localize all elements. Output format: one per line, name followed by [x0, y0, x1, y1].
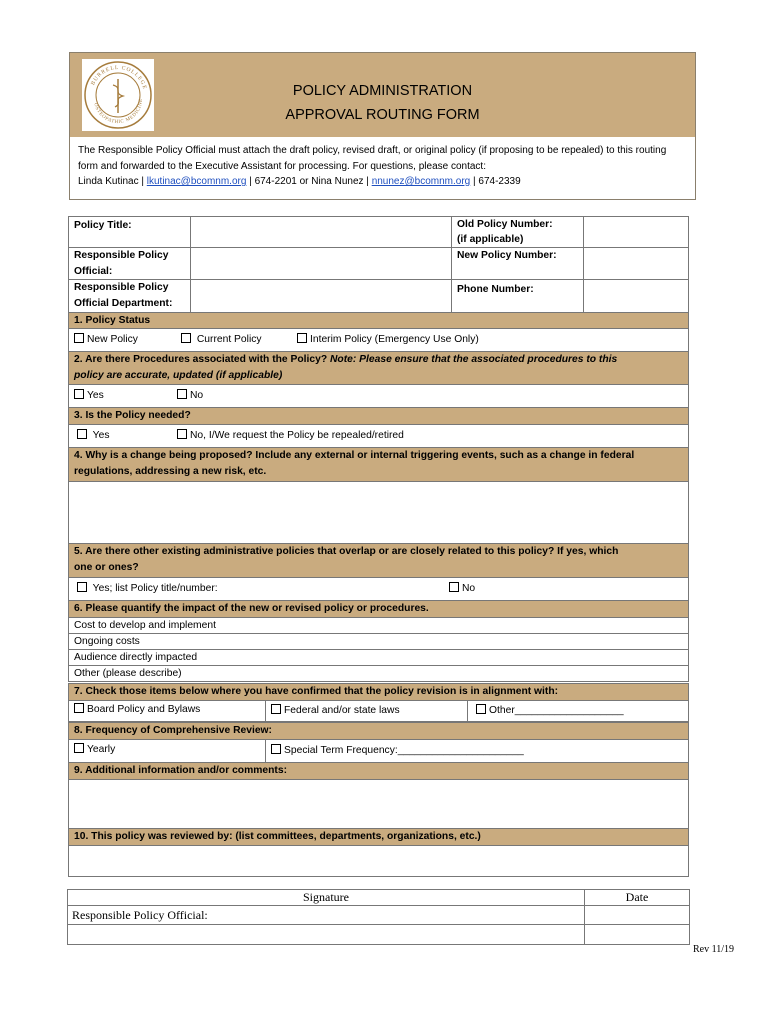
contact2-phone: | 674-2339	[473, 176, 521, 187]
alignment-other-cell	[467, 700, 689, 722]
checkbox-icon	[271, 704, 281, 714]
signature-header: Signature	[303, 890, 349, 904]
form-title-line1: POLICY ADMINISTRATION	[292, 83, 473, 99]
checkbox-icon	[177, 389, 187, 399]
section-5-options	[68, 577, 689, 601]
responsible-dept-label-2: Official Department:	[74, 298, 173, 309]
section-5-line1: 5. Are there other existing administrative policies that overlap or are closely related to this policy? If yes, which	[74, 546, 619, 557]
phone-number-field[interactable]	[583, 279, 689, 313]
responsible-dept-label-1: Responsible Policy	[74, 282, 169, 293]
old-policy-note: (if applicable)	[457, 234, 524, 245]
alignment-board-cell	[68, 700, 266, 722]
contact1-name: Linda Kutinac |	[78, 176, 144, 187]
option-board-policy[interactable]: Board Policy and Bylaws	[74, 702, 200, 718]
frequency-yearly-cell	[68, 739, 266, 763]
section-5-header	[68, 543, 689, 578]
impact-row-other-label: Other (please describe)	[74, 668, 182, 679]
responsible-official-label-cell	[68, 247, 191, 280]
checkbox-icon	[476, 704, 486, 714]
intro-line2: form and forwarded to the Executive Assistant for processing. For questions, please contact:	[78, 160, 486, 172]
checkbox-icon	[177, 429, 187, 439]
checkbox-icon	[74, 703, 84, 713]
intro-instructions	[78, 143, 690, 190]
checkbox-icon	[271, 744, 281, 754]
policy-title-field[interactable]	[190, 216, 452, 248]
checkbox-icon	[297, 333, 307, 343]
contact1-email-link[interactable]: lkutinac@bcomnm.org	[146, 176, 247, 187]
section-2-question: 2. Are there Procedures associated with the Policy?	[74, 354, 330, 365]
section-5-line2: one or ones?	[74, 562, 139, 573]
signature-header-cell	[67, 889, 585, 906]
section-2-options	[68, 384, 689, 408]
impact-row-audience-label: Audience directly impacted	[74, 652, 198, 663]
contact1-phone: | 674-2201 or Nina Nunez |	[249, 176, 369, 187]
section-9-header: 9. Additional information and/or comments:	[68, 762, 689, 780]
policy-title-label: Policy Title:	[74, 220, 132, 231]
option-interim-policy[interactable]: Interim Policy (Emergency Use Only)	[297, 332, 479, 348]
old-policy-number-field[interactable]	[583, 216, 689, 248]
section-7-header: 7. Check those items below where you have confirmed that the policy revision is in alignment with:	[68, 683, 689, 701]
official-signature-label: Responsible Policy Official:	[72, 908, 208, 922]
impact-row-cost-label: Cost to develop and implement	[74, 620, 216, 631]
option-other-alignment[interactable]: Other___________________	[476, 703, 624, 719]
section-4-line1: 4. Why is a change being proposed? Include any external or internal triggering events, such as a change in federal	[74, 450, 635, 461]
option-procedures-yes[interactable]: Yes	[74, 388, 104, 404]
section-8-header: 8. Frequency of Comprehensive Review:	[68, 722, 689, 740]
section-2-note-line2: policy are accurate, updated (if applicable)	[74, 370, 283, 381]
official-date-field[interactable]	[584, 924, 690, 945]
section-3-options	[68, 424, 689, 448]
option-needed-no-repeal[interactable]: No, I/We request the Policy be repealed/retired	[177, 428, 404, 444]
section-9-comments-field[interactable]	[68, 779, 689, 829]
official-date-label-cell	[584, 905, 690, 925]
responsible-dept-label-cell	[68, 279, 191, 313]
section-6-header: 6. Please quantify the impact of the new or revised policy or procedures.	[68, 600, 689, 618]
option-procedures-no[interactable]: No	[177, 388, 203, 404]
checkbox-icon	[77, 429, 87, 439]
phone-number-label: Phone Number:	[457, 284, 534, 295]
impact-row-ongoing-label: Ongoing costs	[74, 636, 140, 647]
form-header	[69, 52, 696, 200]
phone-number-label-cell	[451, 279, 584, 313]
section-1-options	[68, 328, 689, 352]
responsible-official-label-2: Official:	[74, 266, 113, 277]
impact-row-cost	[68, 617, 689, 634]
official-signature-label-cell	[67, 905, 585, 925]
responsible-official-field[interactable]	[190, 247, 452, 280]
option-current-policy[interactable]: Current Policy	[181, 332, 262, 348]
header-band	[70, 53, 695, 137]
frequency-special-cell	[265, 739, 689, 763]
checkbox-icon	[181, 333, 191, 343]
option-yearly[interactable]: Yearly	[74, 742, 115, 758]
impact-row-other	[68, 665, 689, 682]
form-title-line2: APPROVAL ROUTING FORM	[285, 107, 480, 123]
section-10-reviewers-field[interactable]	[68, 845, 689, 877]
policy-title-label-cell	[68, 216, 191, 248]
checkbox-icon	[74, 389, 84, 399]
option-federal-state-laws[interactable]: Federal and/or state laws	[271, 703, 400, 719]
checkbox-icon	[74, 333, 84, 343]
old-policy-number-label-cell	[451, 216, 584, 248]
revision-note: Rev 11/19	[693, 944, 735, 955]
section-4-line2: regulations, addressing a new risk, etc.	[74, 466, 267, 477]
checkbox-icon	[77, 582, 87, 592]
option-overlap-no[interactable]: No	[449, 581, 475, 597]
option-special-term[interactable]: Special Term Frequency:______________________	[271, 743, 524, 759]
section-10-header: 10. This policy was reviewed by: (list committees, departments, organizations, etc.)	[68, 828, 689, 846]
contact-line	[78, 174, 690, 190]
date-header-cell	[584, 889, 690, 906]
old-policy-number-label: Old Policy Number:	[457, 219, 553, 230]
new-policy-number-field[interactable]	[583, 247, 689, 280]
svg-text:OSTEOPATHIC MEDICINE: OSTEOPATHIC MEDICINE	[92, 98, 145, 126]
option-new-policy[interactable]: New Policy	[74, 332, 138, 348]
svg-text:BURRELL COLLEGE: BURRELL COLLEGE	[90, 64, 148, 91]
responsible-dept-field[interactable]	[190, 279, 452, 313]
contact2-email-link[interactable]: nnunez@bcomnm.org	[371, 176, 471, 187]
section-2-note: Note: Please ensure that the associated procedures to this	[329, 354, 618, 365]
official-signature-field[interactable]	[67, 924, 585, 945]
section-4-header	[68, 447, 689, 482]
new-policy-number-label: New Policy Number:	[457, 250, 557, 261]
responsible-official-label-1: Responsible Policy	[74, 250, 169, 261]
alignment-federal-cell	[265, 700, 468, 722]
impact-row-audience	[68, 649, 689, 666]
intro-line1: The Responsible Policy Official must attach the draft policy, revised draft, or original policy (if proposing to be repealed) to this routing	[78, 145, 667, 156]
option-overlap-yes[interactable]: Yes; list Policy title/number:	[77, 581, 218, 597]
section-2-header	[68, 351, 689, 385]
section-4-response-field[interactable]	[68, 481, 689, 544]
date-header: Date	[625, 890, 649, 904]
impact-row-ongoing	[68, 633, 689, 650]
checkbox-icon	[449, 582, 459, 592]
section-1-header: 1. Policy Status	[68, 312, 689, 329]
checkbox-icon	[74, 743, 84, 753]
option-needed-yes[interactable]: Yes	[77, 428, 109, 444]
section-3-header: 3. Is the Policy needed?	[68, 407, 689, 425]
new-policy-number-label-cell	[451, 247, 584, 280]
